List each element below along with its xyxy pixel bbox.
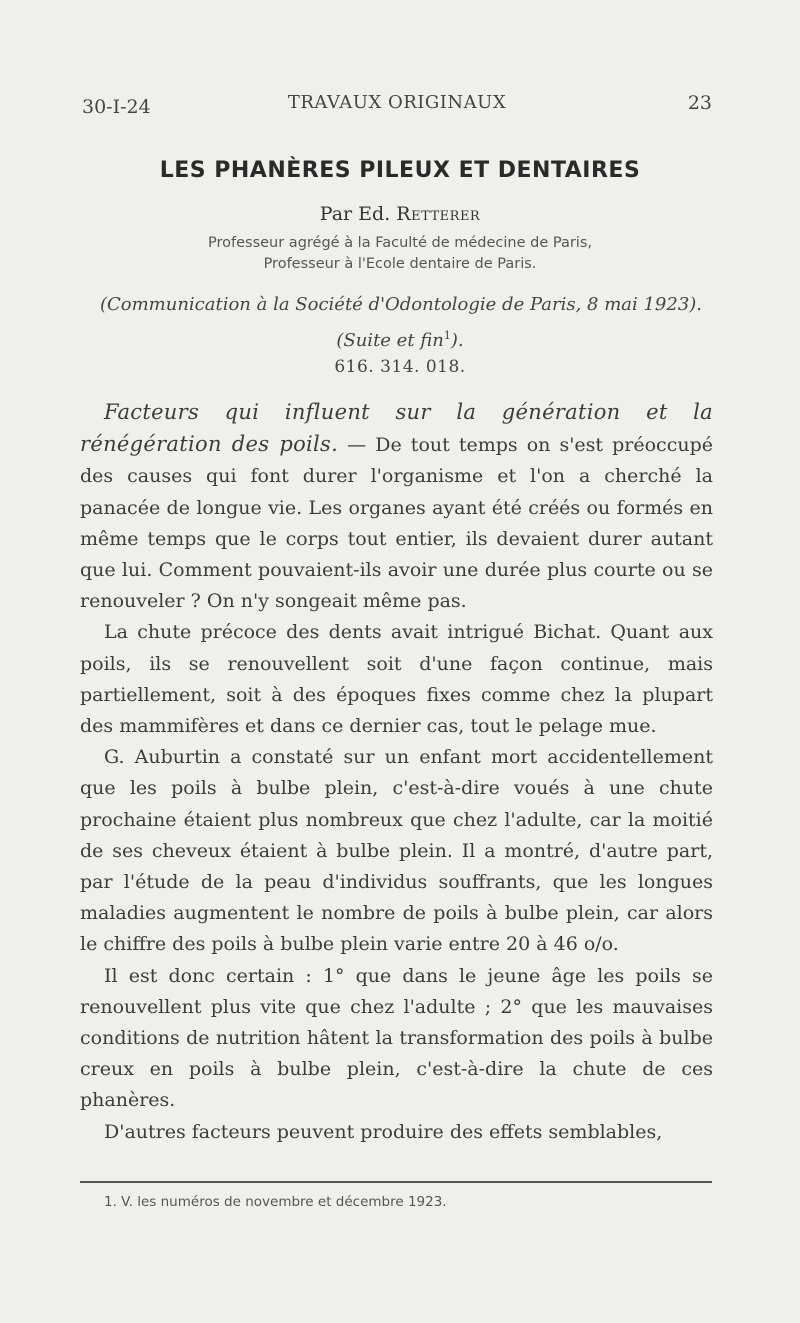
running-head	[82, 92, 712, 118]
continuation-text: (Suite et fin	[336, 330, 444, 351]
footnote: 1. V. les numéros de novembre et décembre 1923.	[104, 1194, 447, 1210]
section-title: TRAVAUX ORIGINAUX	[287, 92, 507, 113]
paragraph	[80, 397, 713, 617]
section-heading: Facteurs qui influent sur la génération et la rénégération des poils.	[80, 400, 713, 457]
issue-date: 30-I-24	[82, 96, 151, 118]
affiliation-line-1: Professeur agrégé à la Faculté de médecine de Paris,	[207, 235, 593, 251]
affiliation-line-2: Professeur à l'Ecole dentaire de Paris.	[263, 256, 537, 272]
classification-number: 616. 314. 018.	[334, 357, 466, 377]
article-title: LES PHANÈRES PILEUX ET DENTAIRES	[159, 158, 641, 183]
continuation-close: ).	[450, 330, 464, 351]
footnote-ref: 1	[443, 329, 451, 342]
footnote-divider	[80, 1181, 712, 1183]
author-name: Retterer	[396, 203, 481, 225]
communication-note: (Communication à la Société d'Odontologie de Paris, 8 mai 1923).	[99, 294, 703, 315]
page-number: 23	[687, 92, 712, 114]
paragraph: D'autres facteurs peuvent produire des effets semblables,	[104, 1120, 663, 1143]
paragraph: Il est donc certain : 1° que dans le jeune âge les poils se renouvellent plus vite que chez l'adulte ; 2° que les mauvaises conditions de nutrition hâtent la transformation des poils à bulbe creux en poils à bulbe plein, c'est-à-dire la chute de ces phanères.	[80, 964, 713, 1112]
paragraph: La chute précoce des dents avait intrigué Bichat. Quant aux poils, ils se renouvellent soit d'une façon continue, mais partiellement, soit à des époques fixes comme chez la plupart des mammifères et dans ce dernier cas, tout le pelage mue.	[80, 621, 713, 738]
continuation-note	[80, 329, 720, 351]
paragraph: G. Auburtin a constaté sur un enfant mort accidentellement que les poils à bulbe plein, c'est-à-dire voués à une chute prochaine étaient plus nombreux que chez l'adulte, car la moitié de ses cheveux étaient à bulbe plein. Il a montré, d'autre part, par l'étude de la peau d'individus souffrants, que les longues maladies augmentent le nombre de poils à bulbe plein, car alors le chiffre des poils à bulbe plein varie entre 20 à 46 o/o.	[80, 746, 713, 956]
paragraph-text: — De tout temps on s'est préoccupé des causes qui font durer l'organisme et l'on a cherché la panacée de longue vie. Les organes ayant été créés ou formés en même temps que le corps tout entier, ils devaient durer autant que lui. Comment pouvaient-ils avoir une durée plus courte ou se renouveler ? On n'y songeait même pas.	[80, 434, 713, 613]
byline	[80, 203, 720, 225]
byline-prefix: Par Ed.	[319, 203, 391, 225]
article-body	[80, 397, 713, 1148]
